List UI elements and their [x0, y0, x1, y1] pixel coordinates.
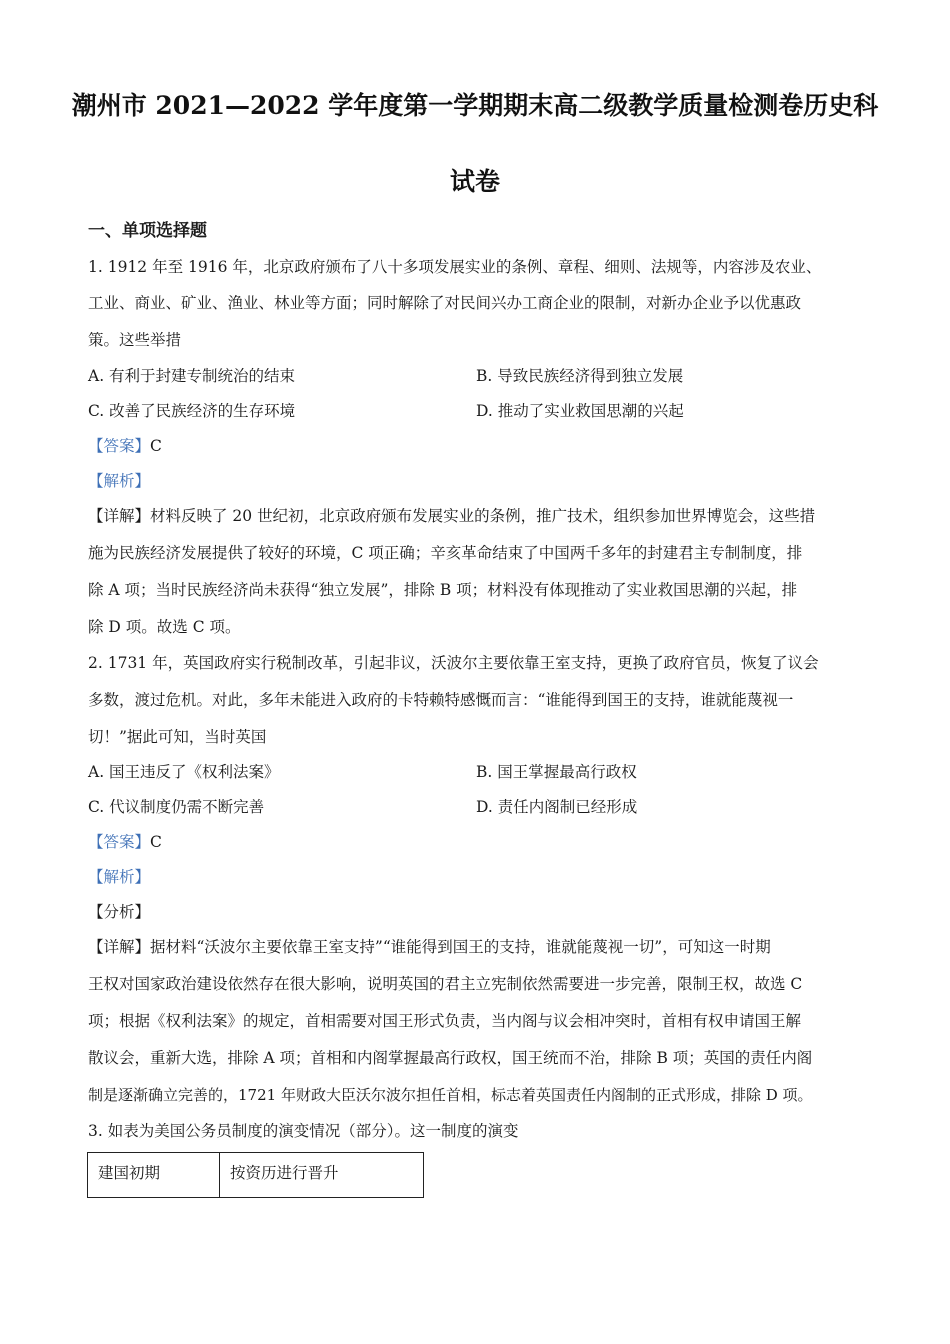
q2-answer	[88, 831, 868, 853]
q1-answer-value: C	[150, 437, 162, 455]
q1-stem-line-3: 策。这些举措	[88, 331, 182, 349]
q3-table	[87, 1152, 424, 1198]
q2-detail-line-3: 项；根据《权利法案》的规定，首相需要对国王形式负责，当内阁与议会相冲突时，首相有权申请国王解	[88, 1012, 802, 1030]
q1-detail-line-2: 施为民族经济发展提供了较好的环境，C 项正确；辛亥革命结束了中国两千多年的封建君主专制制度，排	[88, 544, 803, 562]
q1-stem-line-2: 工业、商业、矿业、渔业、林业等方面；同时解除了对民间兴办工商企业的限制，对新办企业予以优惠政	[88, 294, 802, 312]
table-cell-period: 建国初期	[88, 1153, 220, 1198]
q2-fenxi-label: 【分析】	[88, 903, 151, 921]
q2-option-c: C. 代议制度仍需不断完善	[88, 798, 265, 816]
q1-detail-line-1: 【详解】材料反映了 20 世纪初，北京政府颁布发展实业的条例，推广技术，组织参加世界博览会，这些措	[88, 507, 816, 525]
q1-stem-line-1: 1. 1912 年至 1916 年，北京政府颁布了八十多项发展实业的条例、章程、细则、法规等，内容涉及农业、	[88, 258, 822, 276]
q1-option-c: C. 改善了民族经济的生存环境	[88, 402, 296, 420]
q1-answer	[88, 435, 868, 457]
table-row	[88, 1153, 424, 1198]
q2-detail-line-1: 【详解】据材料“沃波尔主要依靠王室支持”“谁能得到国王的支持，谁就能蔑视一切”，可知这一时期	[88, 938, 771, 956]
q2-detail-line-5: 制是逐渐确立完善的，1721 年财政大臣沃尔波尔担任首相，标志着英国责任内阁制的正式形成，排除 D 项。	[88, 1086, 813, 1104]
document-title-line-1: 潮州市 2021—2022 学年度第一学期期末高二级教学质量检测卷历史科	[71, 91, 879, 120]
q1-option-a: A. 有利于封建专制统治的结束	[88, 367, 296, 385]
q2-stem-line-2: 多数，渡过危机。对此，多年未能进入政府的卡特赖特感慨而言：“谁能得到国王的支持，谁就能蔑视一	[88, 691, 794, 709]
q2-option-b: B. 国王掌握最高行政权	[476, 763, 637, 781]
q2-answer-label: 【答案】	[88, 833, 151, 851]
q2-option-a: A. 国王违反了《权利法案》	[88, 763, 280, 781]
section-heading: 一、单项选择题	[88, 221, 207, 241]
q2-answer-value: C	[150, 833, 162, 851]
q1-option-b: B. 导致民族经济得到独立发展	[476, 367, 684, 385]
q2-detail-line-4: 散议会，重新大选，排除 A 项；首相和内阁掌握最高行政权，国王统而不治，排除 B 项；英国的责任内阁	[88, 1049, 813, 1067]
q2-analysis-label: 【解析】	[88, 868, 151, 886]
q1-option-d: D. 推动了实业救国思潮的兴起	[476, 402, 684, 420]
table-cell-description: 按资历进行晋升	[220, 1153, 424, 1198]
q2-option-d: D. 责任内阁制已经形成	[476, 798, 638, 816]
q1-answer-label: 【答案】	[88, 437, 151, 455]
q2-stem-line-1: 2. 1731 年，英国政府实行税制改革，引起非议，沃波尔主要依靠王室支持，更换了政府官员，恢复了议会	[88, 654, 819, 672]
document-title-line-2: 试卷	[449, 167, 500, 196]
q3-stem: 3. 如表为美国公务员制度的演变情况（部分）。这一制度的演变	[88, 1122, 519, 1140]
q2-detail-line-2: 王权对国家政治建设依然存在很大影响，说明英国的君主立宪制依然需要进一步完善，限制王权，故选 C	[88, 975, 803, 993]
q1-analysis-label: 【解析】	[88, 472, 151, 490]
q2-stem-line-3: 切！”据此可知，当时英国	[88, 728, 267, 746]
q1-detail-line-3: 除 A 项；当时民族经济尚未获得“独立发展”，排除 B 项；材料没有体现推动了实业救国思潮的兴起，排	[88, 581, 798, 599]
q1-detail-line-4: 除 D 项。故选 C 项。	[88, 618, 241, 636]
